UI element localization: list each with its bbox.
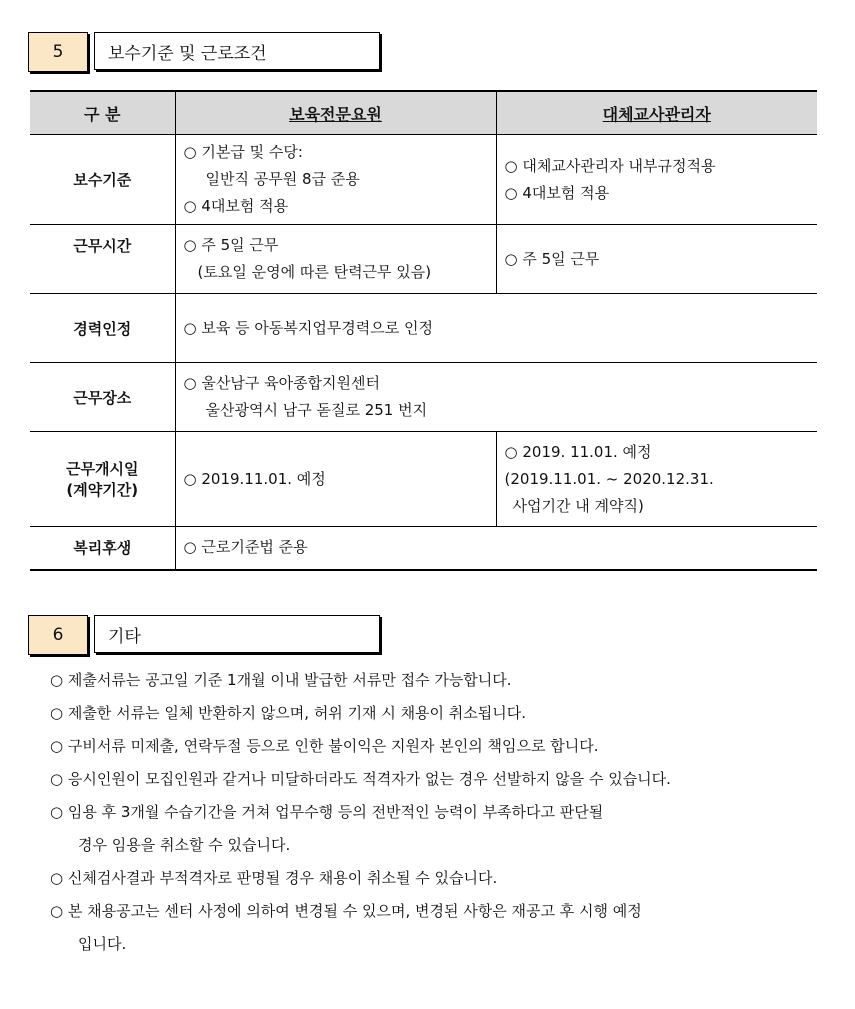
header-substitute-manager: 대체교사관리자	[496, 91, 817, 135]
table-header-row	[30, 91, 817, 135]
list-item: ○ 임용 후 3개월 수습기간을 거쳐 업무수행 등의 전반적인 능력이 부족하다고 판단될 경우 임용을 취소할 수 있습니다.	[50, 803, 604, 854]
table-row-career	[30, 294, 817, 363]
pay-specialist-cell: ○ 기본급 및 수당: 일반직 공무원 8급 준용 ○ 4대보험 적용	[175, 135, 496, 225]
row-label: 복리후생	[30, 527, 175, 570]
section-number: 5	[28, 32, 88, 72]
list-item: ○ 제출한 서류는 일체 반환하지 않으며, 허위 기재 시 채용이 취소됩니다.	[50, 704, 527, 722]
row-label: 근무장소	[30, 363, 175, 432]
table-row-pay	[30, 135, 817, 225]
list-item: ○ 신체검사결과 부적격자로 판명될 경우 채용이 취소될 수 있습니다.	[50, 869, 498, 887]
hours-manager-cell: ○ 주 5일 근무	[496, 225, 817, 294]
list-item: ○ 본 채용공고는 센터 사정에 의하여 변경될 수 있으며, 변경된 사항은 재공고 후 시행 예정 입니다.	[50, 902, 642, 953]
table-row-place	[30, 363, 817, 432]
row-label: 근무시간	[30, 225, 175, 294]
section-number: 6	[28, 615, 88, 655]
working-conditions-table	[30, 90, 817, 571]
list-item: ○ 응시인원이 모집인원과 같거나 미달하더라도 적격자가 없는 경우 선발하지 않을 수 있습니다.	[50, 770, 671, 788]
hours-specialist-cell: ○ 주 5일 근무 (토요일 운영에 따른 탄력근무 있음)	[175, 225, 496, 294]
row-label: 경력인정	[30, 294, 175, 363]
row-label: 근무개시일 (계약기간)	[30, 432, 175, 527]
section-title: 보수기준 및 근로조건	[94, 32, 380, 70]
start-manager-cell: ○ 2019. 11.01. 예정 (2019.11.01. ~ 2020.12.31. 사업기간 내 계약직)	[496, 432, 817, 527]
welfare-cell: ○ 근로기준법 준용	[175, 527, 817, 570]
header-category: 구 분	[30, 91, 175, 135]
table-row-start	[30, 432, 817, 527]
pay-manager-cell: ○ 대체교사관리자 내부규정적용 ○ 4대보험 적용	[496, 135, 817, 225]
career-cell: ○ 보육 등 아동복지업무경력으로 인정	[175, 294, 817, 363]
header-childcare-specialist: 보육전문요원	[175, 91, 496, 135]
list-item: ○ 구비서류 미제출, 연락두절 등으로 인한 불이익은 지원자 본인의 책임으로 합니다.	[50, 737, 599, 755]
section-title: 기타	[94, 615, 380, 653]
notes-list	[50, 664, 840, 961]
start-specialist-cell: ○ 2019.11.01. 예정	[175, 432, 496, 527]
place-cell: ○ 울산남구 육아종합지원센터 울산광역시 남구 돋질로 251 번지	[175, 363, 817, 432]
row-label: 보수기준	[30, 135, 175, 225]
table-row-hours	[30, 225, 817, 294]
list-item: ○ 제출서류는 공고일 기준 1개월 이내 발급한 서류만 접수 가능합니다.	[50, 671, 512, 689]
table-row-welfare	[30, 527, 817, 570]
